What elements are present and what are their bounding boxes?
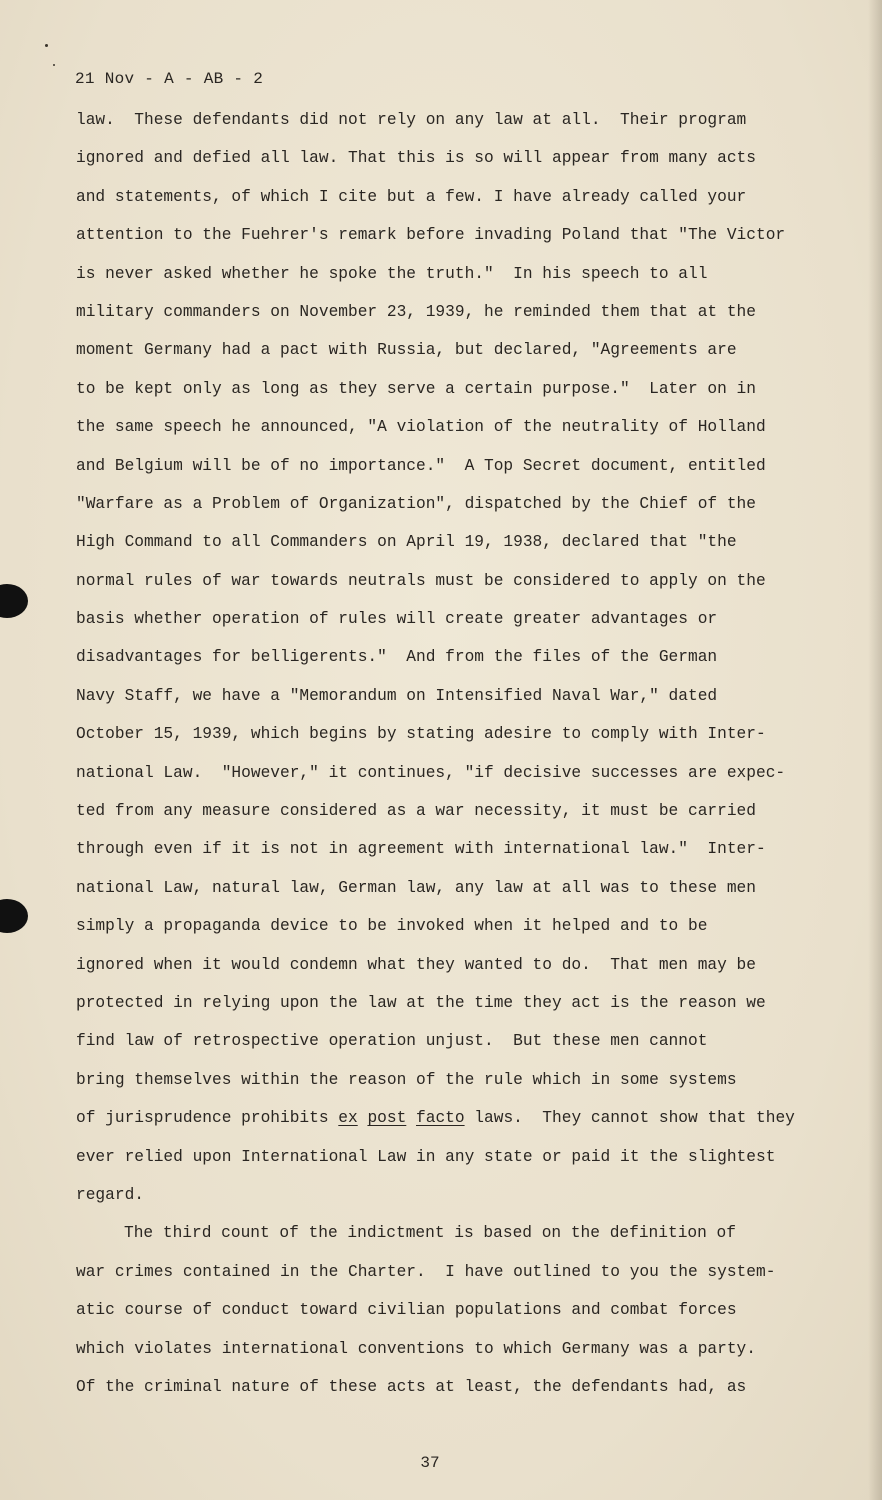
text-line: military commanders on November 23, 1939, he reminded them that at the [76, 302, 756, 321]
text-line: Navy Staff, we have a "Memorandum on Intensified Naval War," dated [76, 686, 718, 705]
text-line: and statements, of which I cite but a few. I have already called your [76, 187, 747, 206]
text-line: ignored when it would condemn what they wanted to do. That men may be [76, 955, 756, 974]
text-line-underlined-terms [76, 1104, 796, 1142]
paper-speck [45, 44, 48, 47]
page-header: 21 Nov - A - AB - 2 [75, 70, 264, 88]
word-space [406, 1109, 416, 1127]
paragraph-2-first-line: The third count of the indictment is based on the definition of [124, 1224, 736, 1243]
text-line: through even if it is not in agreement with international law." Inter- [76, 840, 766, 859]
text-line: protected in relying upon the law at the time they act is the reason we [76, 993, 766, 1012]
text-line: ted from any measure considered as a war necessity, it must be carried [76, 802, 756, 821]
text-line: and Belgium will be of no importance." A Top Secret document, entitled [76, 456, 766, 475]
text-line: find law of retrospective operation unjust. But these men cannot [76, 1032, 708, 1051]
text-line: national Law, natural law, German law, any law at all was to these men [76, 878, 756, 897]
text-line: which violates international conventions to which Germany was a party. [76, 1339, 756, 1358]
text-line: moment Germany had a pact with Russia, but declared, "Agreements are [76, 341, 737, 360]
word-space [358, 1109, 368, 1127]
underlined-term-facto: facto [416, 1109, 465, 1128]
text-line: Of the criminal nature of these acts at least, the defendants had, as [76, 1377, 747, 1396]
text-line: "Warfare as a Problem of Organization", dispatched by the Chief of the [76, 494, 756, 513]
text-line: ignored and defied all law. That this is so will appear from many acts [76, 149, 756, 168]
underlined-term-post: post [367, 1109, 407, 1128]
text-line: law. These defendants did not rely on any law at all. Their program [76, 111, 747, 129]
punch-hole-bottom [0, 899, 28, 933]
text-line: ever relied upon International Law in any state or paid it the slightest [76, 1147, 776, 1166]
paper-speck [53, 64, 55, 66]
punch-hole-top [0, 584, 28, 618]
page-number: 37 [420, 1454, 440, 1472]
text-line: is never asked whether he spoke the truth." In his speech to all [76, 264, 708, 283]
text-segment: of jurisprudence prohibits [76, 1109, 339, 1128]
page-edge-shadow [868, 0, 882, 1500]
text-line: basis whether operation of rules will create greater advantages or [76, 610, 718, 629]
text-line: the same speech he announced, "A violation of the neutrality of Holland [76, 418, 766, 437]
text-line: to be kept only as long as they serve a certain purpose." Later on in [76, 379, 756, 398]
text-line: High Command to all Commanders on April 19, 1938, declared that "the [76, 533, 737, 552]
text-line: national Law. "However," it continues, "if decisive successes are expec- [76, 763, 786, 782]
text-line: normal rules of war towards neutrals must be considered to apply on the [76, 571, 766, 590]
body-text [76, 106, 796, 1411]
text-line: disadvantages for belligerents." And from the files of the German [76, 648, 718, 667]
text-segment: laws. They cannot show that they [464, 1109, 795, 1128]
text-line: atic course of conduct toward civilian populations and combat forces [76, 1301, 737, 1320]
text-line: simply a propaganda device to be invoked when it helped and to be [76, 917, 708, 936]
text-line: bring themselves within the reason of the rule which in some systems [76, 1070, 737, 1089]
text-line: regard. [76, 1185, 144, 1204]
text-line: war crimes contained in the Charter. I have outlined to you the system- [76, 1262, 776, 1281]
text-line: October 15, 1939, which begins by stating adesire to comply with Inter- [76, 725, 766, 744]
underlined-term-ex: ex [338, 1109, 358, 1128]
text-line: attention to the Fuehrer's remark before invading Poland that "The Victor [76, 226, 786, 245]
